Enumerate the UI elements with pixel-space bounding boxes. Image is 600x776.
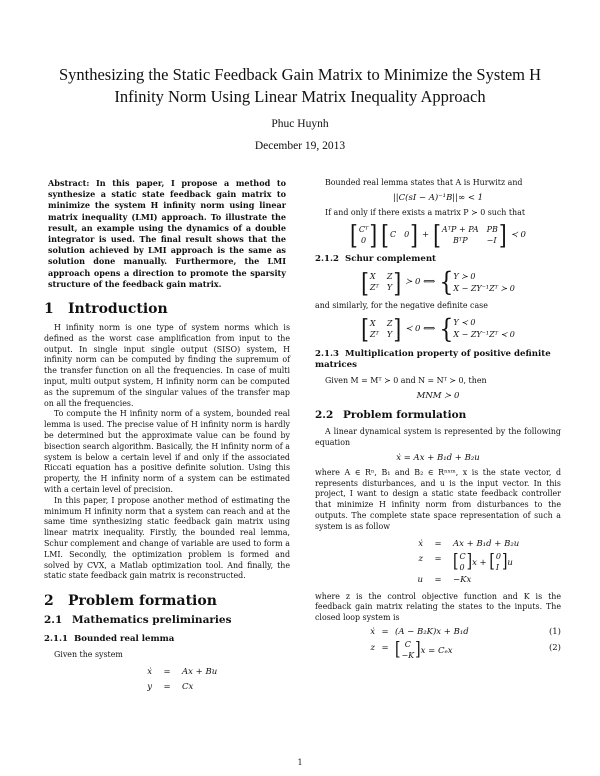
cases: { Y ≻ 0 X − ZY⁻¹Zᵀ ≻ 0 — [439, 267, 515, 298]
eq-lhs: u — [417, 574, 423, 585]
schur-negative: [ X Z Zᵀ Y ] ≺ 0 ⟺ { Y ≺ 0 X − ZY⁻¹Zᵀ ≺ 0 — [361, 313, 515, 345]
mnm-equation: MNM ≻ 0 — [416, 391, 460, 402]
subsubsection-number: 2.1.1 — [44, 634, 68, 645]
equation-number: (2) — [548, 642, 561, 653]
eq-sign: = — [434, 574, 442, 585]
abstract-text: In this paper, I propose a method to synthesize a static state feedback gain matrix to minimize the system H infinity norm using linear matrix inequality (LMI) approach. To illustrate the result, an example using the dynamics of a double integrator is used. The final result shows that the solution achieved by LMI approach is the same as solution done manually. Furthermore, the LMI approach opens a direction to promote the sparsity structure of the feedback gain matrix. — [48, 178, 286, 289]
subsubsection-title: Bounded real lemma — [74, 634, 175, 645]
eq-sign: = — [434, 538, 442, 549]
paper-author: Phuc Huynh — [271, 118, 329, 130]
eq-rhs: (A − B₂K)x + B₁d — [395, 626, 469, 637]
eq-sign: = — [434, 553, 442, 564]
hinf-norm-equation: ||C(sI − A)⁻¹B||∞ < 1 — [392, 192, 484, 203]
subsection-title: Problem formulation — [343, 409, 467, 422]
section-number: 1 — [44, 301, 54, 318]
paper-title: Synthesizing the Static Feedback Gain Matrix to Minimize the System H Infinity Norm Using Linear Matrix Inequality Approach — [58, 65, 542, 106]
equation-number: (1) — [548, 626, 561, 637]
matrix: [ C 0 ] — [381, 219, 418, 251]
eq-rhs: Ax + Bu — [182, 666, 218, 677]
section-introduction-heading — [44, 301, 290, 318]
subsection-problem-formulation-heading — [315, 410, 561, 421]
subsubsection-brl-heading — [44, 634, 290, 645]
state-space-equations — [315, 537, 561, 588]
section-problem-formation-heading — [44, 593, 290, 610]
left-column — [44, 178, 290, 699]
subsection-math-prelim-heading — [44, 615, 290, 626]
eq-lhs: y — [147, 681, 152, 692]
intro-paragraph-1: H infinity norm is one type of system norms which is defined as the worst case amplification from input to the output. In single input single output (SISO) system, H infinity norm can be computed by finding the supremum of the transfer function on all the frequencies. In case of multi input, multi output system, H infinity norm can be computed as the supremum of the singular values of the transfer map on all the frequencies. — [44, 323, 290, 408]
paper-date: December 19, 2013 — [254, 140, 346, 152]
matrix: [ X Z Zᵀ Y ] — [361, 266, 402, 299]
section-number: 2 — [44, 593, 54, 610]
eq-lhs: ẋ — [370, 626, 375, 637]
subsection-number: 2.1 — [44, 614, 63, 627]
eq-rhs: Cx — [182, 681, 194, 692]
given-mn-text: Given M = Mᵀ ≻ 0 and N = Nᵀ ≻ 0, then — [325, 376, 487, 386]
subsubsection-title: Schur complement — [345, 253, 437, 264]
subsubsection-number: 2.1.2 — [315, 253, 339, 264]
pf-paragraph-2: where A ∈ Rⁿ, B₁ and B₂ ∈ Rⁿˣᵐ, x is the state vector, d represents disturbances, and u is the input vector. In this project, I want to design a static state feedback controller that minimize H infinity norm from disturbances to the outputs. The complete state space representation of such a system is as follow — [315, 467, 561, 531]
eq-sign: = — [381, 626, 389, 637]
brl-statement: Bounded real lemma states that A is Hurwitz and — [325, 178, 523, 187]
right-column — [315, 178, 561, 661]
eq-rhs: [ C −K ] x = Cₑx — [395, 639, 453, 661]
closed-loop-equations — [315, 624, 561, 661]
subsubsection-schur-heading — [315, 254, 561, 265]
subsubsection-title: Multiplication property of positive definite matrices — [315, 349, 551, 371]
eq-lhs: ẋ — [418, 538, 423, 549]
subsubsection-mult-heading — [315, 349, 561, 371]
intro-paragraph-2: To compute the H infinity norm of a system, bounded real lemma is used. The precise value of H infinity norm is hardly be determined but the approximate value can be found by bisection search algorithm. Basically, the H infinity norm of a system is below a certain level if and only if the associated Riccati equation has a positive definite solution. Using this property, the H infinity norm of a system can be estimated with a certain level of precision. — [44, 409, 290, 494]
given-system-text: Given the system — [54, 650, 123, 660]
eq-rhs: Ax + B₁d + B₂u — [453, 538, 520, 549]
eq-sign: = — [163, 666, 171, 677]
eq-rhs: [ C 0 ] x + [ 0 I ] u — [453, 551, 513, 573]
cases: { Y ≺ 0 X − ZY⁻¹Zᵀ ≺ 0 — [439, 314, 515, 345]
eq-lhs: ẋ — [147, 666, 152, 677]
section-title: Introduction — [68, 301, 168, 318]
subsection-number: 2.2 — [315, 409, 334, 422]
matrix: [ Cᵀ 0 ] — [350, 219, 378, 251]
dynamics-equation: ẋ = Ax + B₁d + B₂u — [396, 452, 480, 463]
page-number: 1 — [297, 758, 303, 767]
schur-positive: [ X Z Zᵀ Y ] ≻ 0 ⟺ { Y ≻ 0 X − ZY⁻¹Zᵀ ≻ 0 — [361, 266, 515, 299]
matrix: [ X Z Zᵀ Y ] — [361, 313, 402, 345]
system-equation — [44, 665, 290, 695]
eq-sign: = — [381, 642, 389, 653]
matrix: [ AᵀP + PA PB BᵀP −I ] — [433, 219, 507, 251]
abstract — [44, 178, 290, 290]
section-title: Problem formation — [68, 593, 217, 610]
brl-lmi: [ Cᵀ 0 ] [ C 0 ] + [ AᵀP + PA PB BᵀP −I ] ≺ 0 — [350, 219, 526, 251]
iff-statement: If and only if there exists a matrix P ≻ 0 such that — [325, 207, 526, 217]
intro-paragraph-3: In this paper, I propose another method of estimating the minimum H infinity norm that a system can reach and at the same time synthesizing static feedback gain matrix using linear matrix inequality. Firstly, the bounded real lemma, Schur complement and change of variable are used to form a LMI. Secondly, the optimization problem is formed and solved by CVX, a Matlab optimization tool. And finally, the static state feedback gain matrix is reconstructed. — [44, 495, 290, 581]
similarly-text: and similarly, for the negative definite case — [315, 300, 488, 310]
subsubsection-number: 2.1.3 — [315, 349, 339, 360]
subsection-title: Mathematics preliminaries — [72, 614, 232, 627]
eq-rhs-tail: x = Cₑx — [420, 645, 453, 656]
eq-rhs: −Kx — [453, 574, 472, 585]
pf-paragraph-3: where z is the control objective function and K is the feedback gain matrix relating the states to the inputs. The closed loop system is — [315, 591, 561, 623]
eq-lhs: z — [370, 642, 375, 653]
eq-lhs: z — [418, 553, 423, 564]
abstract-label: Abstract: — [48, 178, 90, 188]
pf-paragraph-1: A linear dynamical system is represented by the following equation — [315, 427, 561, 447]
eq-sign: = — [163, 681, 171, 692]
